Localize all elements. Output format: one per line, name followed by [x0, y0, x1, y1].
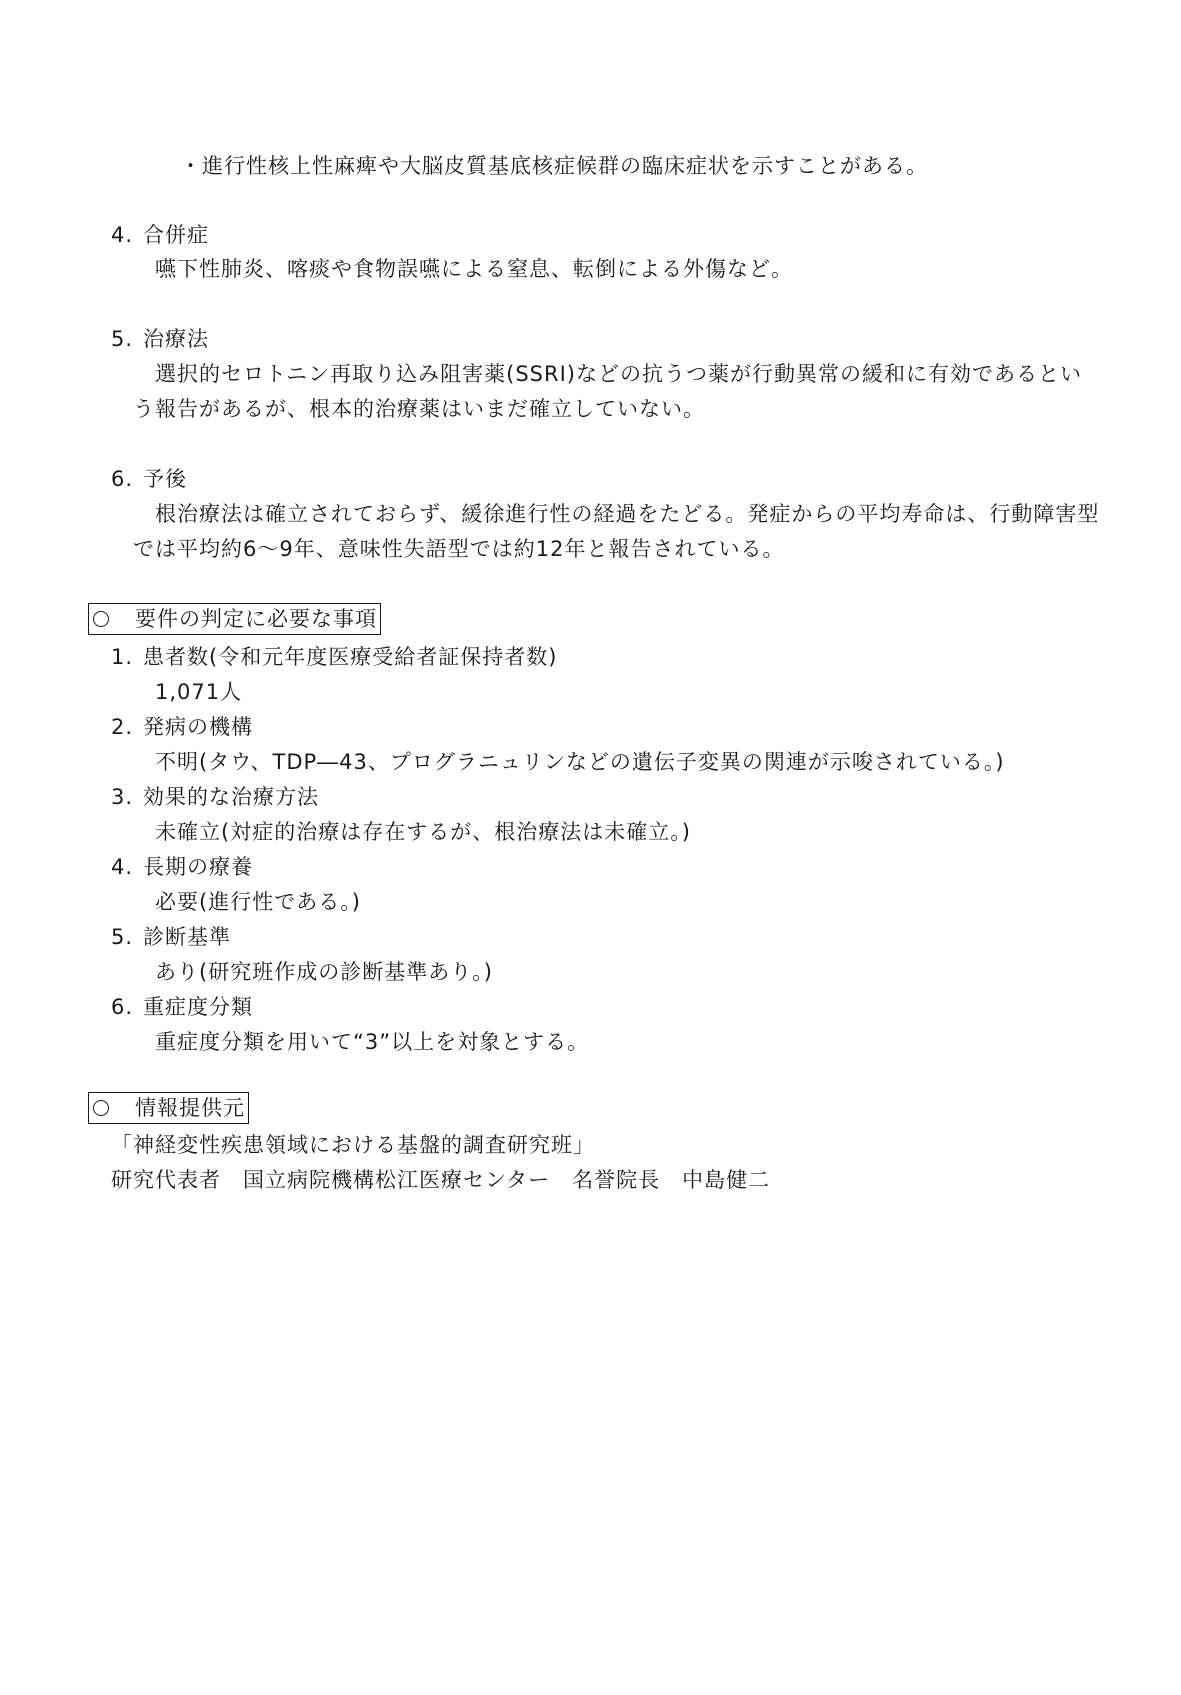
- requirement-item-heading: [111, 850, 253, 884]
- requirement-item-value: 未確立(対症的治療は存在するが、根治療法は未確立。): [155, 820, 691, 844]
- prognosis-body-line1: 根治療法は確立されておらず、緩徐進行性の経過をたどる。発症からの平均寿命は、行動障害型: [155, 502, 1100, 526]
- item-number: 1.: [111, 645, 134, 669]
- item-title: 患者数(令和元年度医療受給者証保持者数): [143, 645, 558, 669]
- section-title: 治療法: [143, 327, 209, 351]
- item-number: 2.: [111, 715, 134, 739]
- treatment-body-line2: う報告があるが、根本的治療薬はいまだ確立していない。: [133, 397, 705, 421]
- research-representative: 研究代表者 国立病院機構松江医療センター 名誉院長 中島健二: [111, 1168, 771, 1192]
- requirement-item-value: 1,071人: [155, 680, 243, 704]
- item-title: 発病の機構: [143, 715, 253, 739]
- requirement-item-value: あり(研究班作成の診断基準あり。): [155, 960, 493, 984]
- requirement-item-value: 必要(進行性である。): [155, 890, 361, 914]
- requirement-item-heading: [111, 990, 253, 1024]
- requirement-item-heading: [111, 710, 253, 744]
- item-title: 効果的な治療方法: [143, 785, 319, 809]
- circle-icon: [93, 1100, 109, 1116]
- item-title: 長期の療養: [143, 855, 253, 879]
- symptom-bullet-line: ・進行性核上性麻痺や大脳皮質基底核症候群の臨床症状を示すことがある。: [180, 154, 928, 178]
- section-number: 5.: [111, 327, 134, 351]
- info-source-title: 情報提供元: [135, 1096, 245, 1120]
- circle-icon: [93, 611, 109, 627]
- requirement-item-heading: [111, 780, 319, 814]
- prognosis-heading: [111, 462, 187, 496]
- requirement-item-heading: [111, 920, 231, 954]
- info-source-box-heading: [88, 1092, 249, 1124]
- item-title: 重症度分類: [143, 995, 253, 1019]
- requirement-item-heading: [111, 640, 557, 674]
- treatment-heading: [111, 322, 209, 356]
- section-title: 合併症: [143, 223, 209, 247]
- section-title: 予後: [143, 467, 187, 491]
- item-number: 4.: [111, 855, 134, 879]
- treatment-body-line1: 選択的セロトニン再取り込み阻害薬(SSRI)などの抗うつ薬が行動異常の緩和に有効であるとい: [155, 362, 1082, 386]
- requirement-item-value: 不明(タウ、TDP―43、プログラニュリンなどの遺伝子変異の関連が示唆されている。): [155, 750, 1005, 774]
- section-number: 4.: [111, 223, 134, 247]
- item-number: 6.: [111, 995, 134, 1019]
- item-number: 3.: [111, 785, 134, 809]
- item-title: 診断基準: [143, 925, 231, 949]
- requirement-item-value: 重症度分類を用いて“3”以上を対象とする。: [155, 1030, 590, 1054]
- requirements-box-heading: [88, 603, 381, 635]
- item-number: 5.: [111, 925, 134, 949]
- prognosis-body-line2: では平均約6～9年、意味性失語型では約12年と報告されている。: [133, 537, 785, 561]
- requirements-title: 要件の判定に必要な事項: [135, 607, 377, 631]
- section-number: 6.: [111, 467, 134, 491]
- research-group-name: 「神経変性疾患領域における基盤的調査研究班」: [111, 1133, 595, 1157]
- complications-body: 嚥下性肺炎、喀痰や食物誤嚥による窒息、転倒による外傷など。: [155, 257, 793, 281]
- complications-heading: [111, 218, 209, 252]
